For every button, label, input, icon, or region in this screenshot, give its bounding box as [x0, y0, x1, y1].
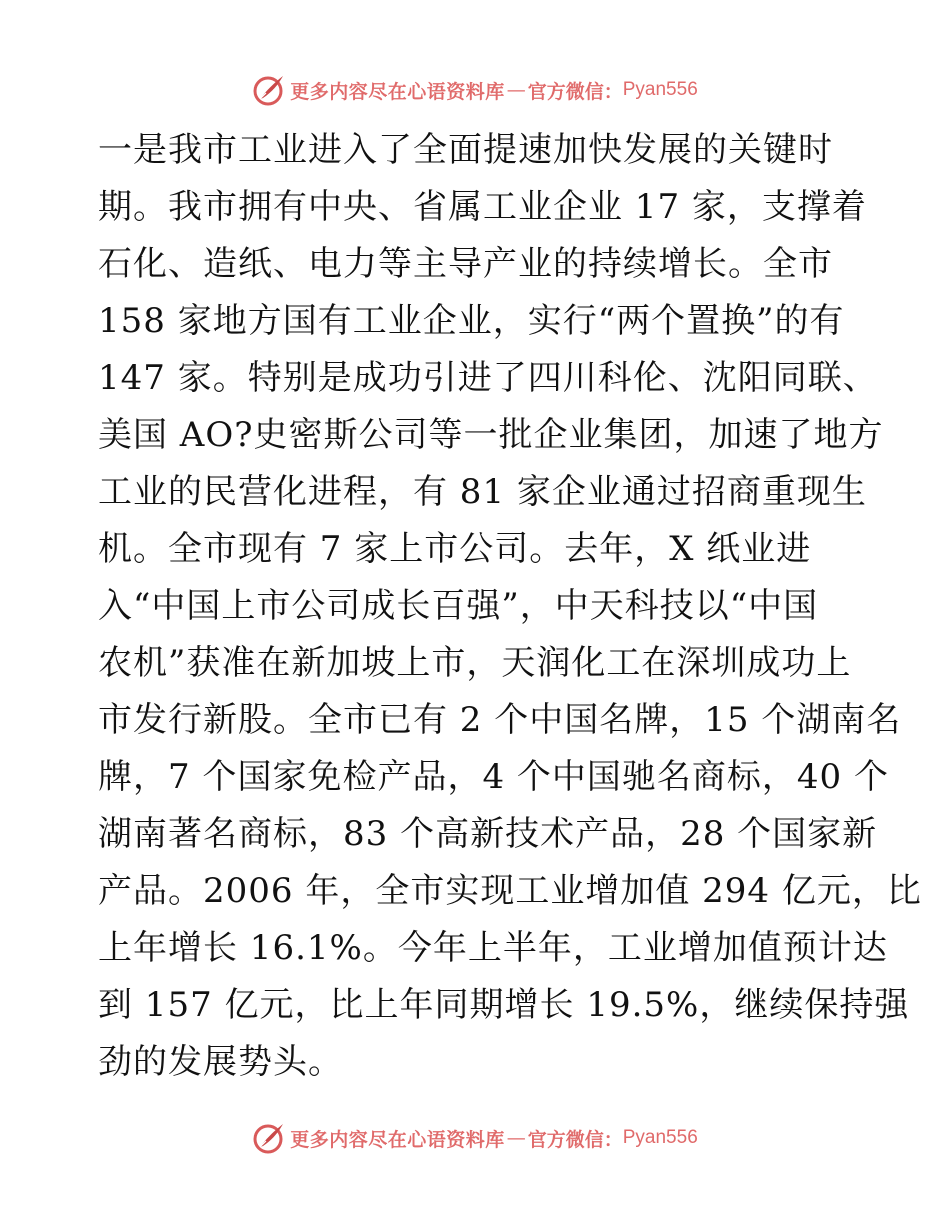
feather-pen-circle-icon — [252, 73, 286, 107]
text-line: 158 家地方国有工业企业，实行“两个置换”的有 — [98, 301, 845, 341]
feather-pen-circle-icon — [252, 1121, 286, 1155]
text-line: 到 157 亿元，比上年同期增长 19.5%，继续保持强 — [98, 985, 910, 1025]
text-line: 劲的发展势头。 — [98, 1042, 343, 1082]
text-line: 市发行新股。全市已有 2 个中国名牌，15 个湖南名 — [98, 700, 902, 740]
text-line: 农机”获准在新加坡上市，天润化工在深圳成功上 — [98, 643, 852, 683]
footer-contact-label: 官方微信： — [527, 1128, 623, 1151]
body-text — [98, 122, 922, 1091]
text-line: 工业的民营化进程，有 81 家企业通过招商重现生 — [98, 472, 867, 512]
footer-banner — [0, 1118, 950, 1158]
footer-separator: — — [506, 1127, 526, 1149]
header-banner — [0, 70, 950, 110]
text-line: 产品。2006 年，全市实现工业增加值 294 亿元，比 — [98, 871, 922, 911]
text-line: 一是我市工业进入了全面提速加快发展的关键时 — [98, 130, 833, 170]
text-line: 机。全市现有 7 家上市公司。去年，X 纸业进 — [98, 529, 812, 569]
header-brand-text: 更多内容尽在心语资料库 — [290, 80, 505, 103]
footer-brand-text: 更多内容尽在心语资料库 — [290, 1128, 505, 1151]
text-line: 美国 AO?史密斯公司等一批企业集团，加速了地方 — [98, 415, 884, 455]
text-line: 石化、造纸、电力等主导产业的持续增长。全市 — [98, 244, 833, 284]
header-separator: — — [506, 79, 526, 101]
text-line: 147 家。特别是成功引进了四川科伦、沈阳同联、 — [98, 358, 878, 398]
text-line: 期。我市拥有中央、省属工业企业 17 家，支撑着 — [98, 187, 867, 227]
header-contact-id: Pyan556 — [622, 79, 698, 100]
text-line: 牌，7 个国家免检产品，4 个中国驰名商标，40 个 — [98, 757, 889, 797]
header-contact-label: 官方微信： — [527, 80, 623, 103]
text-line: 入“中国上市公司成长百强”，中天科技以“中国 — [98, 586, 819, 626]
footer-contact-id: Pyan556 — [622, 1127, 698, 1148]
text-line: 湖南著名商标，83 个高新技术产品，28 个国家新 — [98, 814, 878, 854]
text-line: 上年增长 16.1%。今年上半年，工业增加值预计达 — [98, 928, 888, 968]
